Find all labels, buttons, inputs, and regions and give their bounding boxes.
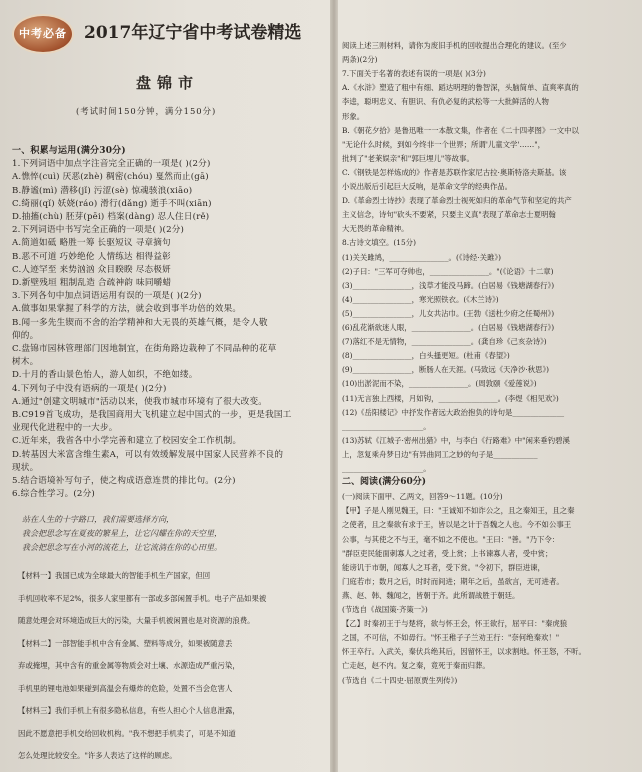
question-line: 能谤讥于市朝，闻寡人之耳者，受下赏。"令初下，群臣进谏， (342, 562, 545, 572)
question-line: (5)________________，儿女共沾巾。(王勃《送杜少府之任蜀州》) (342, 308, 555, 318)
question-line: (1)关关雎鸠，________________。(《诗经·关雎》) (342, 252, 501, 262)
right-column (338, 0, 636, 772)
question-line: B.《朝花夕拾》是鲁迅唯一一本散文集，作者在《二十四孝图》一文中以 (342, 125, 579, 135)
question-line: 4.下列句子中没有语病的一项是( )(2分) (12, 383, 167, 394)
material-line: 【材料二】一部智能手机中含有金属、塑料等成分，如果被随意丢 (18, 638, 233, 648)
question-line: C.人迹罕至 来势汹汹 众目睽睽 尽态极妍 (12, 264, 171, 275)
question-line: 之使者，且之秦欲有求于王，皆以是之计于吾魏之人也。今不如公事王 (342, 520, 572, 530)
question-line: (11)无言独上西楼，月如钩，________________。(李煜《相见欢》) (342, 393, 559, 403)
question-line: 门庭若市；数月之后，时时而间进；期年之后，虽欲言，无可进者。 (342, 576, 564, 586)
question-line: 亡走赵，赵不内。复之秦，竟死于秦而归葬。 (342, 661, 490, 671)
question-line: (9)________________，断肠人在天涯。(马致远《天净沙·秋思》) (342, 365, 550, 375)
question-line: (节选自《战国策·齐策一》) (342, 605, 428, 614)
question-line: ______________________。 (342, 464, 431, 473)
question-line: B.C919首飞成功，是我国商用大飞机建立起中国式的一步，更是我国工 (12, 410, 292, 420)
question-line: (4)________________，寒光照铁衣。(《木兰诗》) (342, 294, 499, 304)
question-line: D.《革命烈士诗抄》表现了革命烈士视死如归的革命气节和坚定的共产 (342, 196, 572, 206)
question-line: 8.古诗文填空。(15分) (342, 238, 416, 248)
material-line: 弃或掩埋，其中含有的重金属等物质会对土壤、水源造成严重污染， (18, 661, 240, 670)
question-line: (2)子曰："三军可夺帅也，________________。"(《论语》十二章) (342, 266, 554, 276)
material-line: 因此不愿意把手机交给回收机构。"我不想把手机卖了，可是不知道 (18, 728, 236, 738)
question-line: 阅读上述三则材料，请你为废旧手机的回收提出合理化的建议。(至少 (342, 41, 567, 50)
question-line: ______________________。 (342, 421, 431, 431)
question-line: D.新壁残垣 粗制乱造 合疏神韵 味同嚼蜡 (12, 278, 172, 288)
question-line: 3.下列各句中加点词语运用有误的一项是( )(2分) (12, 291, 202, 302)
page-fold (330, 0, 338, 772)
question-line: (3)________________，浅草才能没马蹄。(白居易《钱塘湖春行》) (342, 280, 555, 290)
question-line: 形象。 (342, 111, 365, 121)
question-line: C.近年来，我省各中小学完善和建立了校园安全工作机制。 (12, 436, 242, 447)
question-line: 公事，与其使之不与王，毫不如之不使也。"王曰："善。"乃下令： (342, 534, 560, 544)
question-line: 二、阅读(满分60分) (342, 477, 427, 488)
question-line: 怀王卒行。入武关，秦伏兵绝其后，因留怀王，以求割地。怀王怒，不听。 (342, 647, 586, 657)
material-line: 【材料一】我国已成为全球最大的智能手机生产国家，但回 (18, 571, 211, 580)
question-line: 树木。 (12, 357, 39, 368)
page-title: 2017年辽宁省中考试卷精选 (84, 23, 302, 43)
question-line: 6.综合性学习。(2分) (12, 489, 95, 500)
question-line: 上，忽复乘舟梦日边"有异曲同工之妙的句子是____________ (342, 449, 538, 459)
question-line: D.转基因大米富含维生素A，可以有效缓解发展中国家人民营养不良的 (12, 449, 284, 460)
question-line: 5.结合语境补写句子，使之构成语意连贯的排比句。(2分) (12, 476, 236, 486)
question-line: (7)落红不是无情物，________________。(龚自珍《己亥杂诗》) (342, 337, 547, 347)
question-line: (12)《岳阳楼记》中抒发作者远大政治抱负的诗句是______________ (342, 407, 565, 417)
handwritten-answer: 我会把思念写在小河的流花上，让它流淌在你的心田里。 (22, 543, 222, 552)
question-line: 业现代化进程中的一大步。 (12, 423, 118, 434)
material-line: 手机回收率不足2%，很多人家里都有一部或多部闲置手机。电子产品如果被 (18, 593, 267, 603)
question-line: A.简道如砥 略胜一筹 长驱短议 寻章摘句 (12, 238, 171, 249)
material-line: 手机里的锂电池如果碰到高温会有爆炸的危险，处置不当会危害人 (18, 683, 233, 693)
question-line: "无论什么时候，到如今终非一个世界；所谓'儿童文学'……"， (342, 139, 546, 149)
question-line: (6)乱花渐欲迷人眼，________________。(白居易《钱塘湖春行》) (342, 323, 555, 332)
city-title: 盘锦市 (136, 74, 200, 92)
question-line: (8)________________，白头搔更短。(杜甫《春望》) (342, 351, 510, 361)
question-line: 【乙】时秦初王于与楚将，欲与怀王会，怀王欲行，屈平曰："秦虎狼 (342, 619, 568, 629)
material-line: 【材料三】我们手机上有很多隐私信息，有些人担心个人信息泄露， (18, 706, 240, 715)
handwritten-answer: 我会把思念写在夏夜的繁星上，让它闪耀在你的天空里， (22, 529, 222, 538)
question-line: D.十月的香山景色怡人，游人如织，不绝如缕。 (12, 370, 198, 381)
question-line: 2.下列词语中书写完全正确的一项是( )(2分) (12, 225, 185, 236)
question-line: C.绮丽(qǐ) 妖娆(ráo) 滑行(dǎng) 逝手不叫(xiān) (12, 198, 212, 209)
question-line: (10)出淤泥而不染，________________。(周敦颐《爱莲说》) (342, 379, 537, 389)
question-line: 现状。 (12, 462, 39, 473)
brand-badge: 中考必备 (14, 16, 72, 52)
question-line: (13)苏轼《江城子·密州出猎》中，与李白《行路难》中"闲来垂钓碧溪 (342, 435, 570, 445)
handwritten-answer: 站在人生的十字路口，我们需要选择方向， (22, 515, 174, 524)
question-line: 7.下面关于名著的表述有误的一项是( )(3分) (342, 69, 486, 79)
material-line: 怎么处理比较安全。"许多人表达了这样的顾虑。 (18, 751, 177, 760)
question-line: 1.下列词语中加点字注音完全正确的一项是( )(2分) (12, 159, 211, 170)
question-line: 燕、赵、韩、魏闻之，皆朝于齐。此所谓战胜于朝廷。 (342, 590, 520, 600)
question-line: 大无畏的革命精神。 (342, 224, 409, 234)
question-line: A.憔悴(cuì) 厌恶(zhè) 稠密(chóu) 戛然而止(gā) (12, 172, 209, 183)
question-line: (节选自《二十四史·屈原贾生列传》) (342, 675, 458, 685)
question-line: C.《钢铁是怎样炼成的》作者是苏联作家尼古拉·奥斯特洛夫斯基。该 (342, 167, 567, 177)
question-line: A.做事如果掌握了科学的方法，就会收到事半功倍的效果。 (12, 304, 242, 315)
question-line: 之国，不可信，不如毋行。"怀王稚子子兰劝王行："奈何绝秦欢！" (342, 633, 560, 643)
question-line: (一)阅读下面甲、乙两文，回答9～11题。(10分) (342, 492, 503, 502)
question-line: 两条)(2分) (342, 55, 378, 65)
question-line: B.闻一多先生锲而不舍的治学精神和大无畏的英雄气概，是令人敬 (12, 317, 268, 328)
exam-meta: (考试时间150分钟，满分150分) (76, 106, 217, 116)
question-line: "群臣吏民能面刺寡人之过者，受上赏；上书谏寡人者，受中赏； (342, 548, 553, 558)
question-line: 【甲】子是人刚见魏王，曰："王诚知不如诈公之，且之秦知王，且之秦 (342, 506, 575, 516)
question-line: 一、积累与运用(满分30分) (12, 146, 126, 156)
question-line: 批判了"老莱娱亲"和"郭巨埋儿"等故事。 (342, 153, 474, 163)
question-line: B.静谧(mì) 潜移(jǐ) 污涩(sè) 惊魂骇浪(xiāo) (12, 185, 193, 196)
question-line: 李逵，聪明忠义、有胆识、有仇必复的武松等一大批鲜活的人物 (342, 97, 549, 107)
question-line: 主义信念，诗句"砍头不要紧，只要主义真"表现了革命志士夏明翰 (342, 210, 556, 220)
question-line: B.恶不可道 巧妙绝伦 人情练达 相得益彰 (12, 251, 171, 262)
question-line: A.《水浒》塑造了粗中有细、蹈达明理的鲁智深，头脑简单、直爽率真的 (342, 83, 579, 93)
material-line: 随意处理会对环境造成巨大的污染，大量手机被闲置也是对资源的浪费。 (18, 616, 255, 625)
left-column (8, 0, 330, 772)
question-line: 小说出版后引起巨大反响，是革命文学的经典作品。 (342, 182, 512, 191)
question-line: D.抽搐(chù) 胚芽(pēi) 档案(dàng) 忍人住日(rě) (12, 212, 210, 222)
question-line: 仰的。 (12, 330, 39, 341)
question-line: A.通过"创建文明城市"活动以来，使我市城市环境有了很大改变。 (12, 396, 268, 407)
question-line: C.盘锦市园林管理部门因地制宜，在街角路边栽种了不同品种的花草 (12, 344, 277, 354)
